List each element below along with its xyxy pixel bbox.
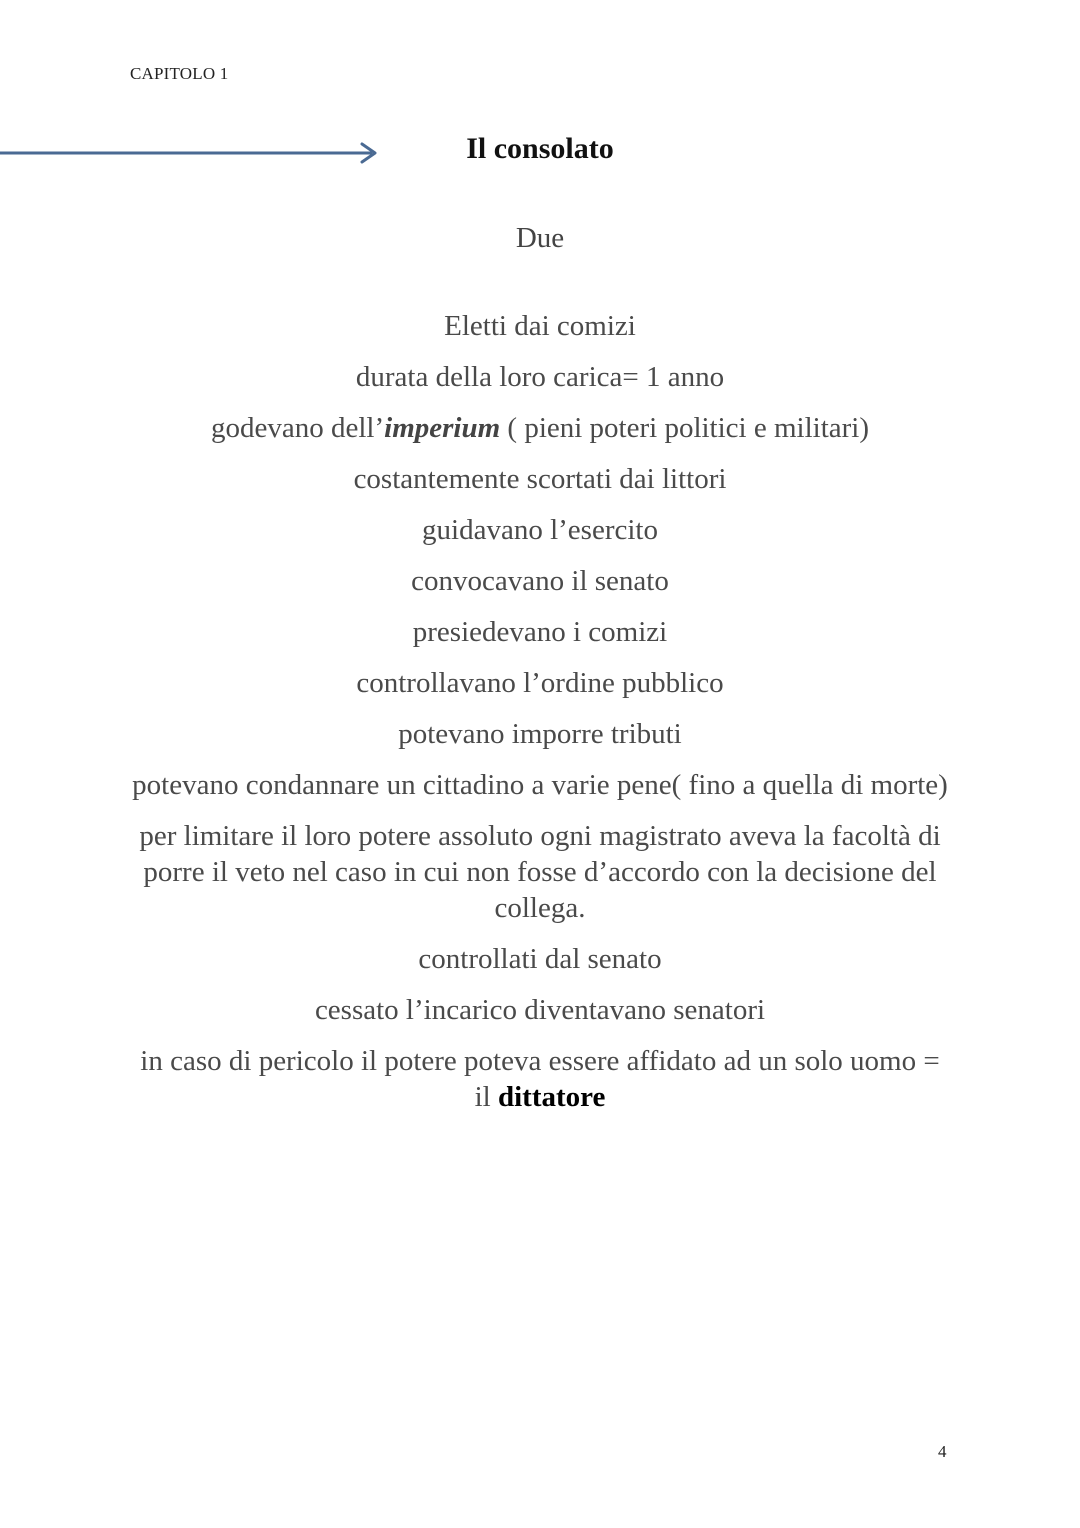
list-item: Eletti dai comizi <box>444 310 636 342</box>
list-item-text: ( pieni poteri politici e militari) <box>500 412 869 444</box>
list-item: durata della loro carica= 1 anno <box>355 361 725 393</box>
list-item: potevano condannare un cittadino a varie pene( fino a quella di morte) <box>132 769 948 801</box>
list-item: potevano imporre tributi <box>398 718 682 750</box>
list-item: costantemente scortati dai littori <box>353 463 727 495</box>
list-item: per limitare il loro potere assoluto ogni magistrato aveva la facoltà di porre il veto nel caso in cui non fosse d’accordo con la decisione del collega. <box>139 820 941 924</box>
page-number: 4 <box>938 1442 947 1461</box>
consul-attributes-list <box>130 308 950 1130</box>
list-item <box>130 410 950 446</box>
list-item <box>130 1043 950 1115</box>
list-item-text: godevano dell’ <box>211 412 385 444</box>
dittatore-term: dittatore <box>497 1081 606 1113</box>
list-item: controllavano l’ordine pubblico <box>356 667 724 699</box>
list-item: controllati dal senato <box>418 943 662 975</box>
imperium-term: imperium <box>384 412 501 444</box>
list-item: guidavano l’esercito <box>422 514 658 546</box>
page-title: Il consolato <box>466 132 614 165</box>
list-item: cessato l’incarico diventavano senatori <box>314 994 766 1026</box>
chapter-header: CAPITOLO 1 <box>130 64 229 83</box>
list-item: convocavano il senato <box>411 565 669 597</box>
list-item-text: in caso di pericolo il potere poteva essere affidato ad un solo uomo = il <box>140 1045 940 1113</box>
consul-count: Due <box>515 222 565 254</box>
list-item: presiedevano i comizi <box>412 616 668 648</box>
